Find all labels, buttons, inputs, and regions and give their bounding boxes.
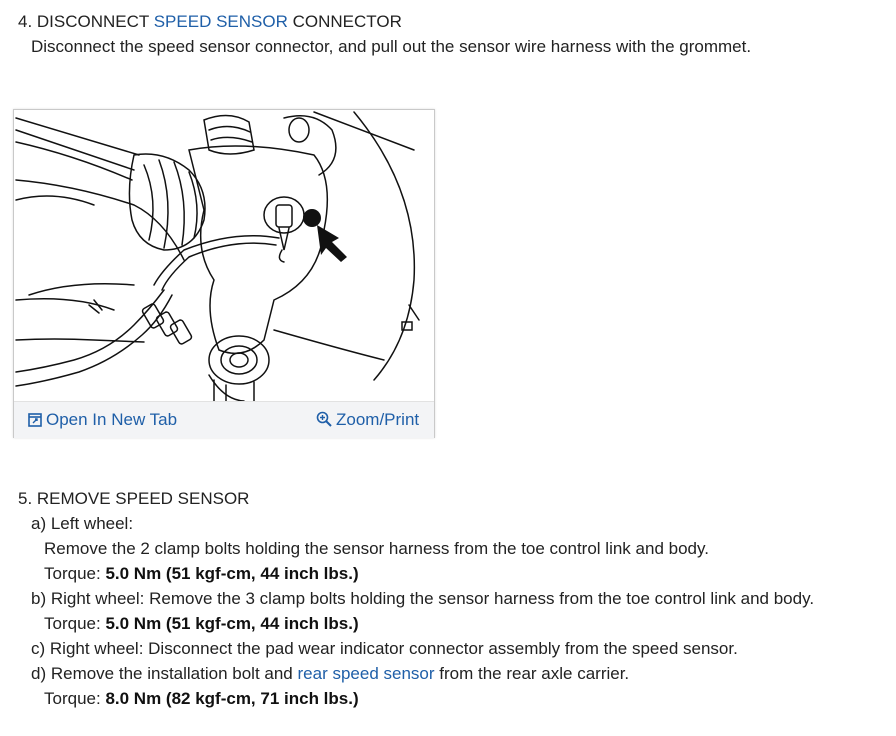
step5-b-text: b) Right wheel: Remove the 3 clamp bolts holding the sensor harness from the toe control link and body. [31,589,815,608]
open-new-tab-label: Open In New Tab [46,410,178,429]
torque-label: Torque: [44,564,106,583]
figure-toolbar [14,401,434,438]
zoom-print-button[interactable] [316,410,419,430]
step5-d-post: from the rear axle carrier. [434,664,630,683]
step5-d-torque [44,688,359,710]
rear-speed-sensor-link[interactable]: rear speed sensor [297,664,435,683]
step5-heading: 5. REMOVE SPEED SENSOR [18,489,250,508]
torque-value: 5.0 Nm (51 kgf-cm, 44 inch lbs.) [105,614,359,633]
torque-value: 8.0 Nm (82 kgf-cm, 71 inch lbs.) [105,689,359,708]
step5-d-pre: d) Remove the installation bolt and [31,664,298,683]
step4-heading-post: CONNECTOR [287,12,402,31]
open-new-tab-icon [28,413,42,427]
figure-panel [13,109,435,438]
step5-a-label: a) Left wheel: [31,514,134,533]
torque-value: 5.0 Nm (51 kgf-cm, 44 inch lbs.) [105,564,359,583]
zoom-print-label: Zoom/Print [336,410,420,429]
step5-c-text: c) Right wheel: Disconnect the pad wear indicator connector assembly from the speed sensor. [31,639,738,658]
step4-heading [18,11,402,33]
step5-b-torque [44,613,359,635]
step5-a-text: Remove the 2 clamp bolts holding the sensor harness from the toe control link and body. [44,539,709,558]
step5-d-text [31,663,629,685]
torque-label: Torque: [44,614,106,633]
step4-heading-pre: 4. DISCONNECT [18,12,154,31]
step5-a-torque [44,563,359,585]
torque-label: Torque: [44,689,106,708]
speed-sensor-link[interactable]: SPEED SENSOR [153,12,288,31]
zoom-in-icon [316,411,332,427]
step4-body: Disconnect the speed sensor connector, and pull out the sensor wire harness with the grommet. [31,37,752,56]
speed-sensor-diagram [14,110,434,401]
open-new-tab-button[interactable] [28,410,177,430]
